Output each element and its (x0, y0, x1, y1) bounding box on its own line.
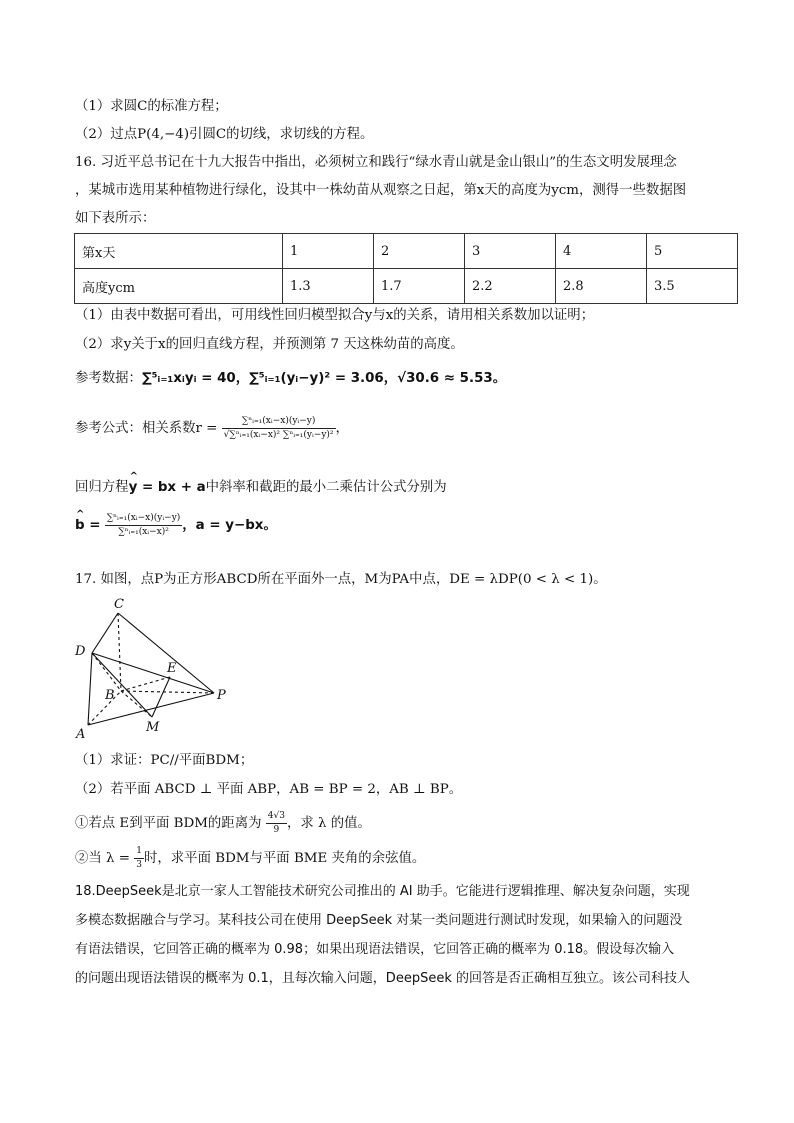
edge-DB-hidden (92, 653, 121, 691)
lambda-fraction (134, 846, 144, 871)
edge-DA (88, 653, 92, 725)
table-cell: 5 (647, 234, 738, 269)
distance-fraction (266, 811, 287, 836)
q18-line2: 多模态数据融合与学习。某科技公司在使用 DeepSeek 对某一类问题进行测试时发现，如果输入的问题没 (75, 913, 683, 928)
edge-CP (118, 613, 214, 693)
ref-data-sqrt: √30.6 ≈ 5.53。 (397, 371, 507, 386)
ref-formula-label: 参考公式：相关系数r = (75, 421, 218, 436)
q16-reference-data (75, 370, 506, 388)
edge-BE-hidden (121, 677, 170, 691)
ref-data-label: 参考数据： (75, 371, 142, 386)
table-row (75, 269, 738, 304)
q16-regression-line (75, 479, 447, 497)
q18-line3: 有语法错误，它回答正确的概率为 0.98；如果出现语法错误，它回答正确的概率为 0.18。假设每次输入 (75, 942, 675, 957)
q17-intro: 17. 如图，点P为正方形ABCD所在平面外一点，M为PA中点，DE = λDP(0 < λ < 1)。 (75, 572, 607, 587)
q16-intro-line2: ，某城市选用某种植物进行绿化，设其中一株幼苗从观察之日起，第x天的高度为ycm，测得一些数据图 (75, 183, 687, 198)
q17-part1: （1）求证：PC//平面BDM； (75, 753, 254, 768)
table-cell: 2 (374, 234, 465, 269)
edge-CD (92, 613, 118, 653)
b-label: ^ b = (75, 509, 100, 543)
reg-line-pre: 回归方程 (75, 480, 129, 495)
lambda-denominator: 3 (136, 860, 143, 870)
sub1-pre: ①若点 E到平面 BDM的距离为 (75, 816, 262, 831)
q17-part2: （2）若平面 ABCD ⊥ 平面 ABP，AB = BP = 2，AB ⊥ BP。 (75, 782, 463, 797)
q15-part1: （1）求圆C的标准方程； (75, 99, 228, 114)
q17-sub1 (75, 808, 371, 840)
edge-ME (152, 677, 170, 717)
q16-intro-line1: 16. 习近平总书记在十九大报告中指出，必须树立和践行“绿水青山就是金山银山”的生态文明发展理念 (75, 155, 677, 170)
table-cell: 3.5 (647, 269, 738, 304)
q18-line1: 18.DeepSeek是北京一家人工智能技术研究公司推出的 AI 助手。它能进行逻辑推理、解决复杂问题，实现 (75, 884, 690, 899)
q16-least-squares (75, 509, 277, 543)
label-B: B (105, 688, 115, 703)
reg-line-eq: ^ y = bx + a (129, 479, 206, 497)
lambda-numerator: 1 (134, 846, 144, 859)
correlation-fraction (222, 416, 336, 441)
reg-line-post: 中斜率和截距的最小二乘估计公式分别为 (205, 480, 447, 495)
ref-data-sum-y: ∑⁵ᵢ₌₁(yᵢ−y)² = 3.06， (249, 371, 398, 386)
q16-part2: （2）求y关于x的回归直线方程，并预测第 7 天这株幼苗的高度。 (75, 337, 464, 352)
label-E: E (167, 661, 177, 676)
slope-numerator: ∑ⁿᵢ₌₁(xᵢ−x)(yᵢ−y) (105, 513, 183, 526)
q16-part1: （1）由表中数据可看出，可用线性回归模型拟合y与x的关系，请用相关系数加以证明； (75, 308, 595, 323)
table-cell: 4 (556, 234, 647, 269)
edge-CB-hidden (118, 613, 121, 691)
q16-intro-line3: 如下表所示： (75, 211, 156, 226)
edge-BP-hidden (121, 691, 214, 693)
ref-data-sum-xy: ∑⁵ᵢ₌₁xᵢyᵢ = 40， (141, 371, 250, 386)
label-P: P (217, 688, 226, 703)
table-cell: 第x天 (75, 234, 283, 269)
q16-data-table (74, 233, 738, 304)
correlation-denominator: √∑ⁿᵢ₌₁(xᵢ−x)² ∑ⁿᵢ₌₁(yᵢ−y)² (223, 430, 334, 440)
label-C: C (114, 597, 124, 612)
q15-part2: （2）过点P(4,−4)引圆C的切线，求切线的方程。 (75, 127, 374, 142)
table-cell: 1 (283, 234, 374, 269)
slope-fraction (105, 513, 183, 538)
q17-sub2 (75, 843, 425, 875)
sub2-post: 时，求平面 BDM与平面 BME 夹角的余弦值。 (144, 851, 426, 866)
label-M: M (146, 720, 160, 735)
table-cell: 高度ycm (75, 269, 283, 304)
distance-denominator: 9 (273, 825, 280, 835)
distance-numerator: 4√3 (266, 811, 287, 824)
table-cell: 1.3 (283, 269, 374, 304)
q16-reference-formula (75, 412, 349, 446)
pyramid-figure (70, 595, 250, 745)
sub2-pre: ②当 λ = (75, 851, 131, 866)
correlation-numerator: ∑ⁿᵢ₌₁(xᵢ−x)(yᵢ−y) (222, 416, 336, 429)
table-cell: 3 (465, 234, 556, 269)
a-formula: ，a = y−bx。 (182, 518, 277, 533)
sub1-post: ，求 λ 的值。 (286, 816, 371, 831)
formula-comma: ， (335, 421, 349, 436)
table-cell: 2.8 (556, 269, 647, 304)
q18-line4: 的问题出现语法错误的概率为 0.1，且每次输入问题，DeepSeek 的回答是否正确相互独立。该公司科技人 (75, 971, 690, 986)
table-cell: 1.7 (374, 269, 465, 304)
label-D: D (75, 644, 86, 659)
slope-denominator: ∑ⁿᵢ₌₁(xᵢ−x)² (118, 527, 169, 537)
table-row (75, 234, 738, 269)
table-cell: 2.2 (465, 269, 556, 304)
label-A: A (76, 727, 86, 742)
